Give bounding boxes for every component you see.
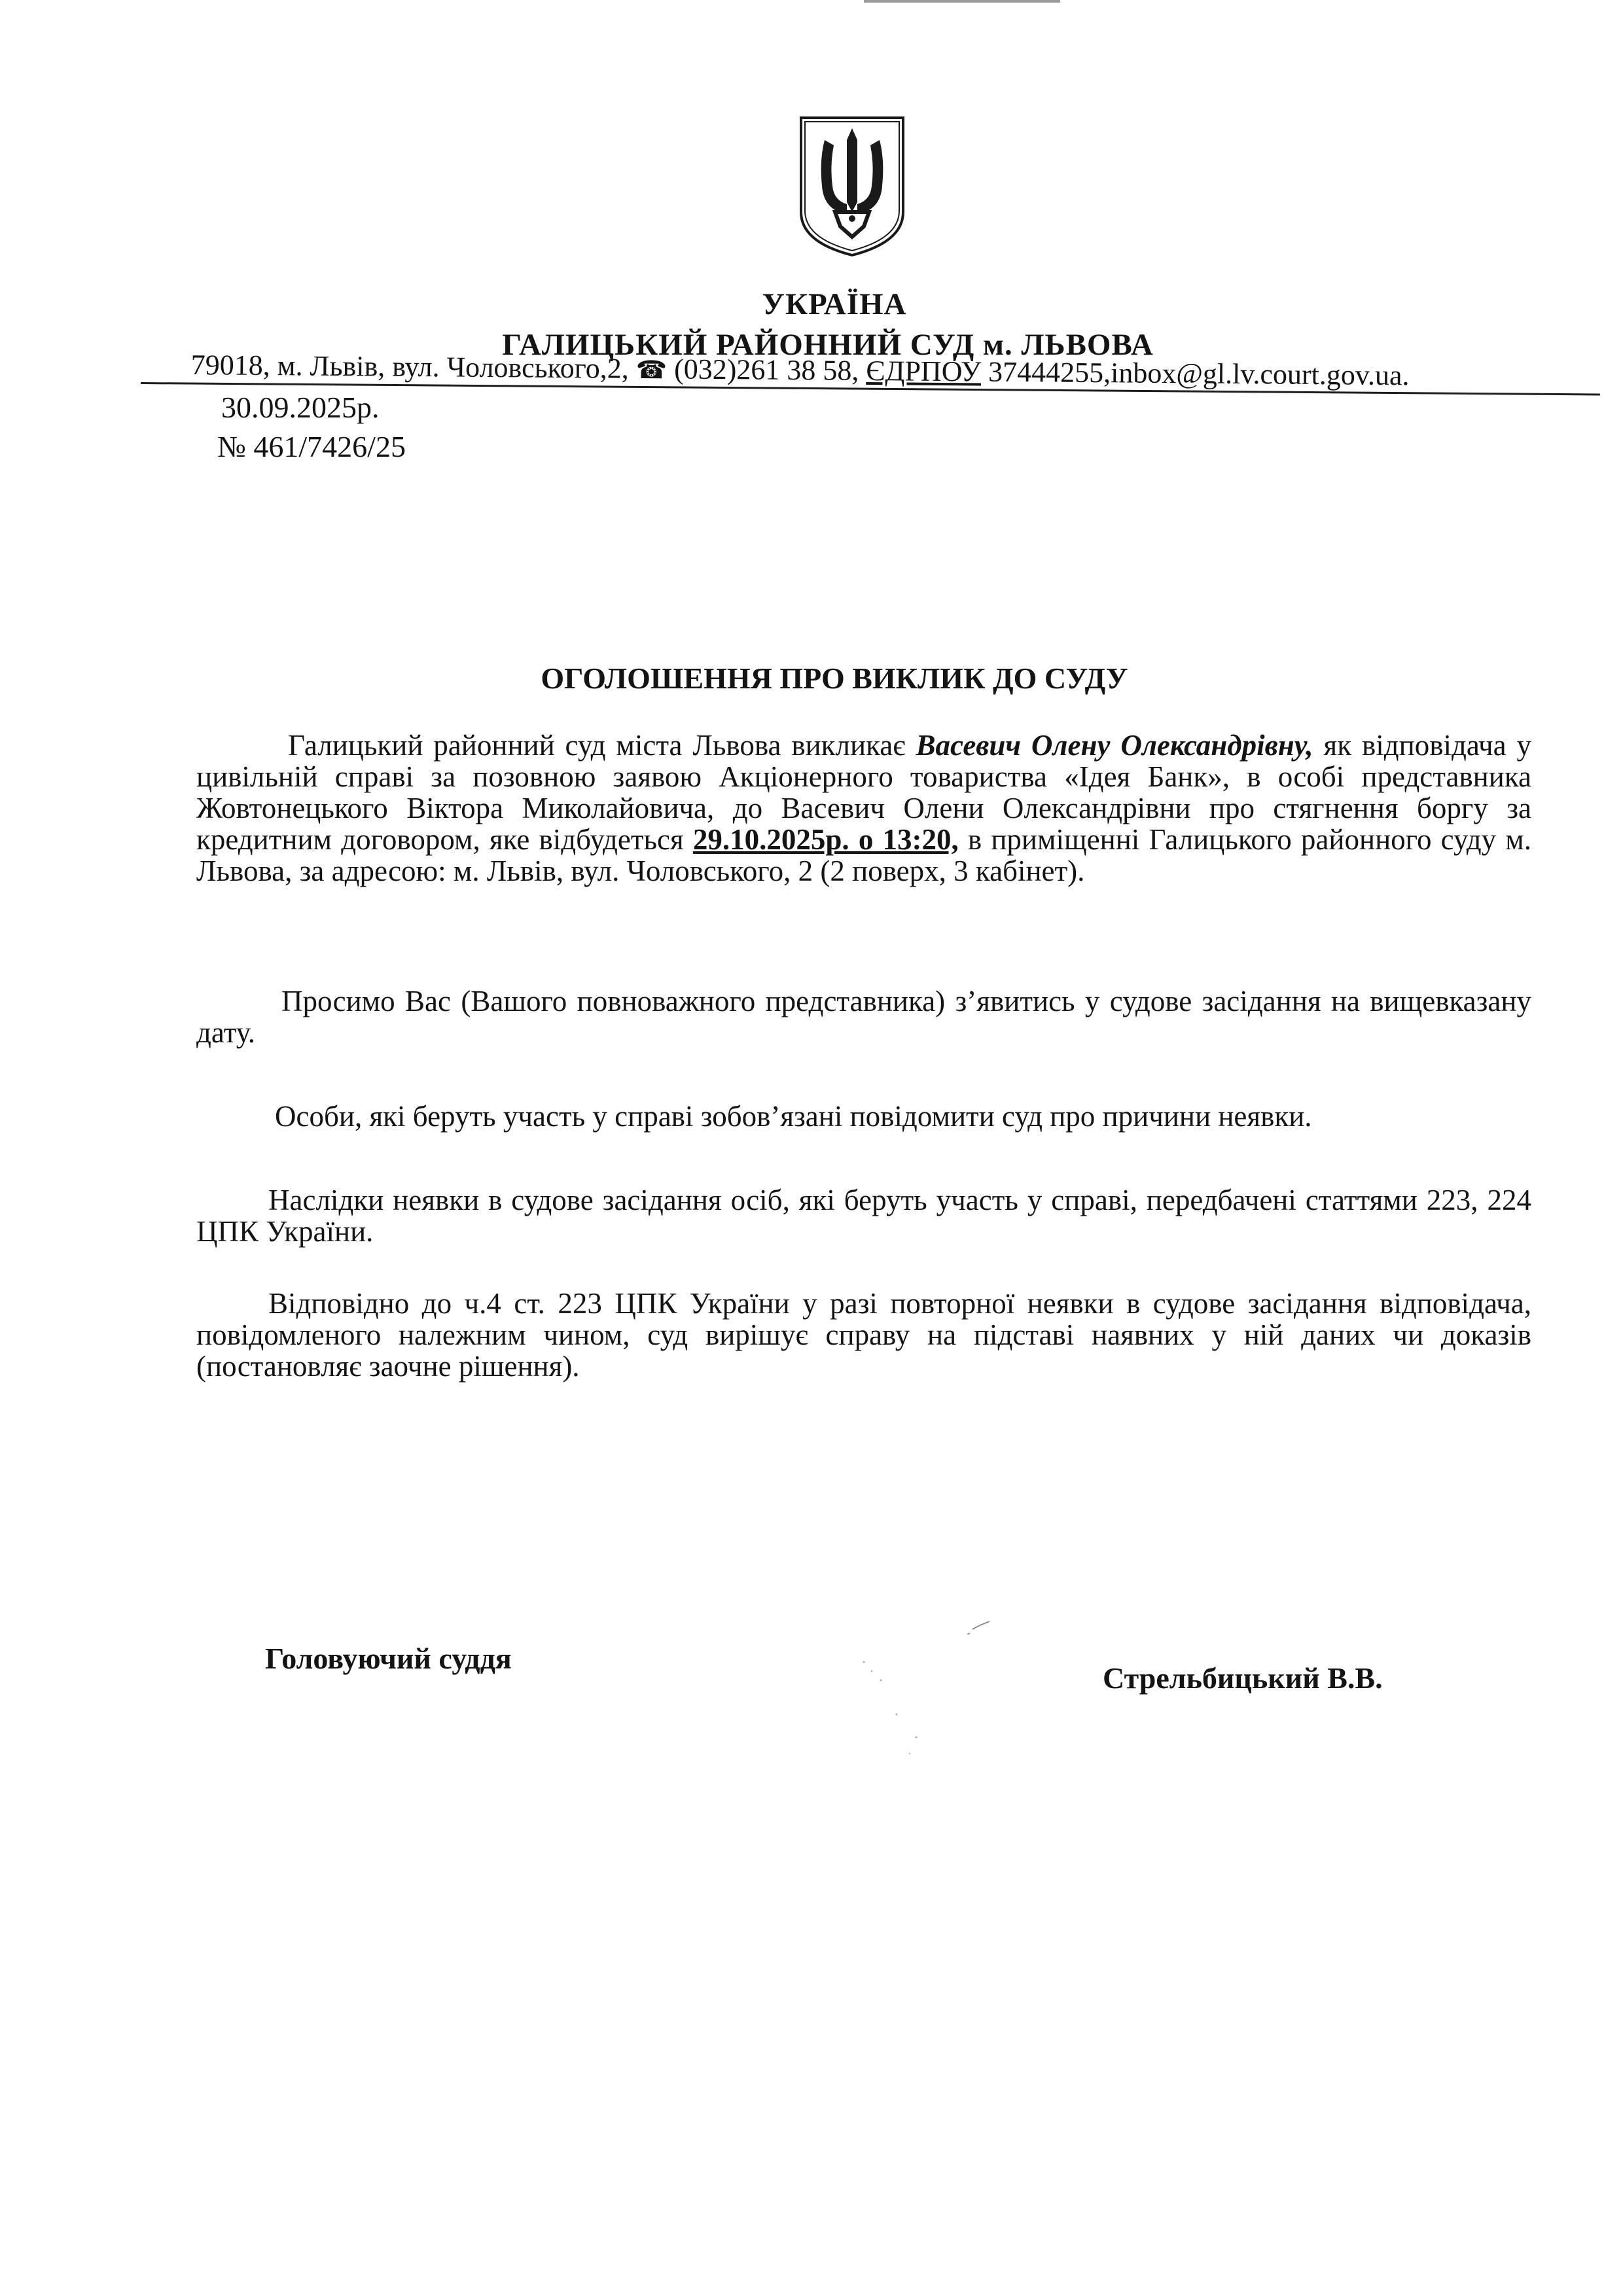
document-date: 30.09.2025р. <box>221 391 380 424</box>
phone-number: (032)261 38 58, <box>673 353 859 387</box>
paragraph-law-reference: Відповідно до ч.4 ст. 223 ЦПК України у разі повторної неявки в судове засідання відповідача, повідомленого належним чином, суд вирішує справу на підставі наявних у ній даних чи доказів (постановляє заочне рішення). <box>196 1287 1531 1383</box>
judge-name: Стрельбицький В.В. <box>1103 1661 1383 1695</box>
header-court-name: ГАЛИЦЬКИЙ РАЙОННИЙ СУД м. ЛЬВОВА <box>502 328 1154 362</box>
paragraph-request: Просимо Вас (Вашого повноважного представника) з’явитись у судове засідання на вищевказану дату. <box>196 985 1531 1049</box>
case-number: № 461/7426/25 <box>217 430 406 463</box>
paragraph-summons <box>196 730 1531 887</box>
defendant-name: Васевич Олену Олександрівну, <box>916 729 1313 762</box>
hearing-date: 29.10.2025р. о 13:20, <box>692 823 959 856</box>
phone-icon: ☎ <box>635 355 668 385</box>
address-text: 79018, м. Львів, вул. Чоловського,2, <box>190 348 629 385</box>
paragraph-consequences: Наслідки неявки в судове засідання осіб, які беруть участь у справі, передбачені статтями 223, 224 ЦПК України. <box>196 1184 1531 1248</box>
edrpou-email: 37444255,inbox@gl.lv.court.gov.ua. <box>988 355 1410 392</box>
summons-text-a: як відповідача у цивільній справі за позовною заявою Акціонерного товариства «Ідея Банк», в особі представника Жовтонецького Віктора Миколайовича, до Васевич Олени Олександрівни про стягнення боргу за кредитним договором, яке відбудеться <box>196 729 1531 856</box>
summons-lead: Галицький районний суд міста Львова викликає <box>288 729 916 762</box>
signature-role: Головуючий суддя <box>265 1642 512 1675</box>
header-country: УКРАЇНА <box>762 287 907 321</box>
coat-of-arms-icon <box>796 114 908 259</box>
edrpou-label: ЄДРПОУ <box>866 355 982 388</box>
document-title: ОГОЛОШЕННЯ ПРО ВИКЛИК ДО СУДУ <box>541 662 1128 695</box>
signature-scribble <box>818 1603 1014 1773</box>
summons-text-b: в приміщенні Галицького районного суду м. Львова, за адресою: м. Львів, вул. Чоловського, 2 (2 поверх, 3 кабінет). <box>196 823 1531 887</box>
paragraph-obligation: Особи, які беруть участь у справі зобов’язані повідомити суд про причини неявки. <box>275 1100 1312 1133</box>
scan-edge-line <box>864 0 1060 3</box>
